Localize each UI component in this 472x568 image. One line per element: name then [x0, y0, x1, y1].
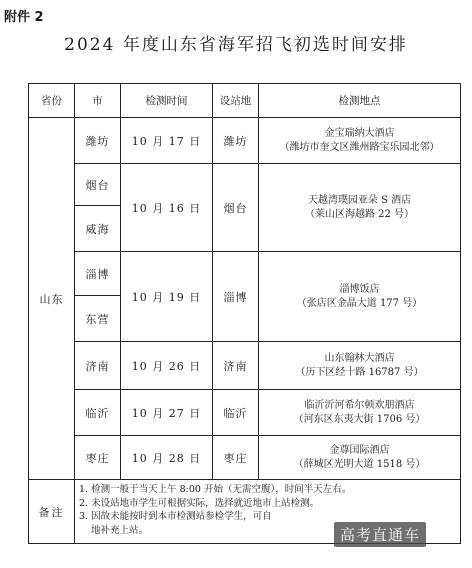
column-header-city: 市: [75, 84, 121, 118]
city-cell: 枣庄: [75, 436, 121, 480]
table-row: [29, 252, 461, 296]
location-name: 临沂沂河希尔顿欢朋酒店: [304, 399, 415, 411]
site-cell: 潍坊: [213, 118, 259, 164]
date-cell: 10 月 27 日: [121, 390, 213, 436]
location-name: 山东翰林大酒店: [324, 352, 395, 364]
table-row: [29, 342, 461, 390]
table-row: [29, 390, 461, 436]
location-cell: [259, 164, 461, 252]
province-cell: 山东: [29, 118, 75, 480]
location-cell: [259, 390, 461, 436]
city-cell: 威海: [75, 206, 121, 252]
document-title: 2024 年度山东省海军招飞初选时间安排: [64, 35, 408, 55]
city-cell: 淄博: [75, 252, 121, 296]
site-cell: 烟台: [213, 164, 259, 252]
column-header-province: 省份: [29, 84, 75, 118]
date-cell: 10 月 28 日: [121, 436, 213, 480]
city-cell: 东营: [75, 296, 121, 342]
site-cell: 济南: [213, 342, 259, 390]
attachment-label: 附件 2: [4, 10, 44, 25]
date-cell: 10 月 17 日: [121, 118, 213, 164]
city-cell: 临沂: [75, 390, 121, 436]
location-cell: [259, 252, 461, 342]
location-cell: [259, 342, 461, 390]
location-address: （张店区金晶大道 177 号）: [296, 297, 423, 309]
location-name: 淄博饭店: [339, 283, 380, 295]
schedule-table: [28, 83, 461, 544]
notes-label: 备注: [29, 480, 75, 544]
watermark-logo: 高考直通车: [334, 522, 426, 547]
location-address: （莱山区海越路 22 号）: [304, 208, 415, 220]
table-row: [29, 118, 461, 164]
location-address: （河东区东夷大街 1706 号）: [293, 413, 426, 425]
city-cell: 济南: [75, 342, 121, 390]
note-line: 3. 因故未能按时到本市检测站参检学生，可自: [79, 511, 272, 522]
table-header-row: [29, 84, 461, 118]
city-cell: 潍坊: [75, 118, 121, 164]
date-cell: 10 月 16 日: [121, 164, 213, 252]
column-header-location: 检测地点: [259, 84, 461, 118]
location-name: 天越湾璞园亚朵 S 酒店: [307, 194, 412, 206]
location-address: （历下区经十路 16787 号）: [295, 366, 424, 378]
site-cell: 临沂: [213, 390, 259, 436]
location-name: 金尊国际酒店: [329, 444, 390, 456]
location-cell: [259, 436, 461, 480]
note-line: 地补充上站。: [91, 524, 149, 536]
location-name: 金宝瑞纳大酒店: [324, 127, 395, 139]
city-cell: 烟台: [75, 164, 121, 206]
date-cell: 10 月 26 日: [121, 342, 213, 390]
site-cell: 淄博: [213, 252, 259, 342]
column-header-test-time: 检测时间: [121, 84, 213, 118]
site-cell: 枣庄: [213, 436, 259, 480]
location-address: （薛城区光明大道 1518 号）: [293, 458, 426, 470]
table-row: [29, 436, 461, 480]
location-cell: [259, 118, 461, 164]
location-address: （潍坊市奎文区潍州路宝乐园北邻）: [279, 141, 440, 153]
table-row: [29, 164, 461, 206]
note-line: 1. 检测一般于当天上午 8:00 开始（无需空腹），时间半天左右。: [79, 484, 352, 495]
date-cell: 10 月 19 日: [121, 252, 213, 342]
column-header-site: 设站地: [213, 84, 259, 118]
note-line: 2. 未设站地市学生可根据实际，选择就近地市上站检测。: [79, 497, 320, 509]
